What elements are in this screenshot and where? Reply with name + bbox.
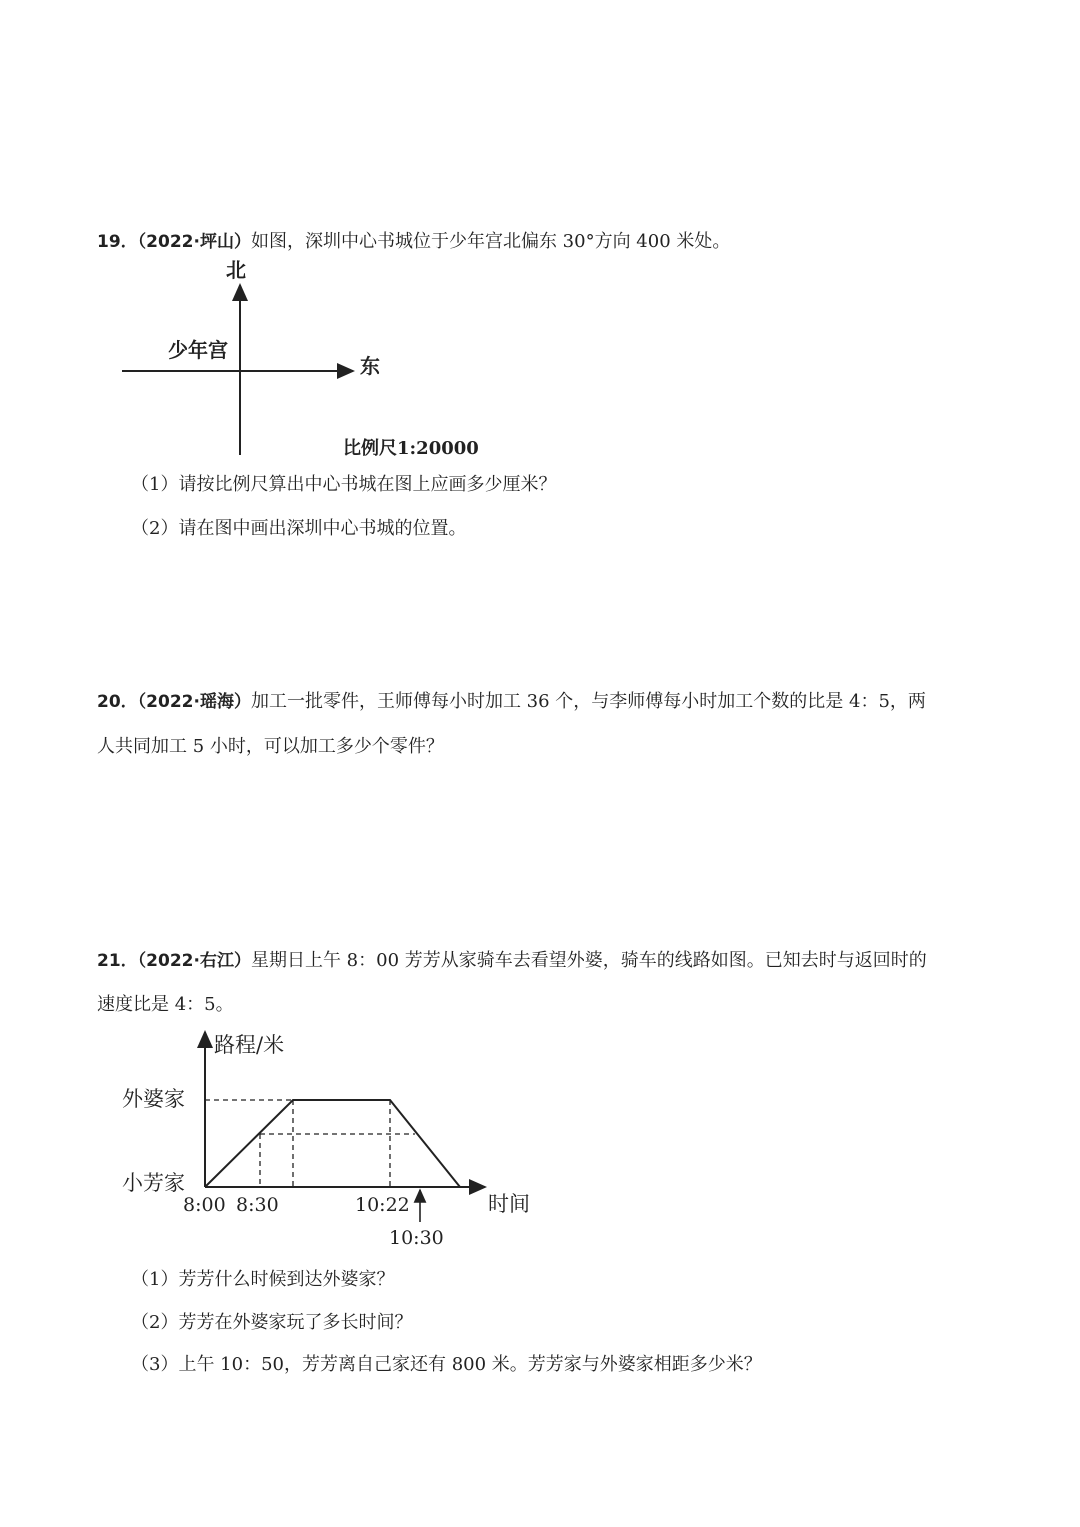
- x-tick-830: 8:30: [236, 1194, 279, 1216]
- q20-number: 20．: [97, 692, 138, 712]
- q21-sub3: （3）上午 10：50，芳芳离自己家还有 800 米。芳芳家与外婆家相距多少米？: [131, 1354, 762, 1375]
- q19-number: 19．: [97, 232, 138, 252]
- scale-label: 比例尺1:20000: [343, 438, 479, 459]
- q21-line1-text: 星期日上午 8：00 芳芳从家骑车去看望外婆，骑车的线路如图。已知去时与返回时的: [250, 950, 927, 971]
- q19-sub1: （1）请按比例尺算出中心书城在图上应画多少厘米？: [131, 474, 557, 495]
- q20-line1-text: 加工一批零件，王师傅每小时加工 36 个，与李师傅每小时加工个数的比是 4：5，两: [250, 691, 926, 712]
- x-tick-800: 8:00: [183, 1194, 226, 1216]
- x-tick-1030: 10:30: [389, 1227, 444, 1249]
- q20-line2: 人共同加工 5 小时，可以加工多少个零件？: [97, 736, 444, 757]
- q20-line1: [97, 687, 926, 713]
- q21-sub1: （1）芳芳什么时候到达外婆家？: [131, 1269, 395, 1290]
- q21-line2: 速度比是 4：5。: [97, 994, 234, 1015]
- y-tick-top: 外婆家: [122, 1087, 185, 1111]
- q19-stem-text: 如图，深圳中心书城位于少年宫北偏东 30°方向 400 米处。: [250, 231, 731, 252]
- q21-distance-time-chart: [110, 1022, 550, 1262]
- x-axis-label: 时间: [488, 1192, 530, 1216]
- q21-source: （2022·右江）: [137, 951, 251, 971]
- q19-sub2: （2）请在图中画出深圳中心书城的位置。: [131, 518, 467, 539]
- origin-label: 少年宫: [168, 338, 228, 362]
- y-axis-label: 路程/米: [214, 1033, 285, 1057]
- y-tick-bottom: 小芳家: [122, 1171, 185, 1195]
- q21-sub2: （2）芳芳在外婆家玩了多长时间？: [131, 1312, 413, 1333]
- north-label: 北: [226, 258, 246, 282]
- q21-number: 21．: [97, 951, 138, 971]
- q19-source: （2022·坪山）: [137, 232, 251, 252]
- q19-stem: [97, 227, 730, 253]
- q21-line1: [97, 946, 927, 972]
- x-tick-1022: 10:22: [355, 1194, 410, 1216]
- east-label: 东: [360, 354, 380, 378]
- route-line: [205, 1100, 460, 1187]
- q19-direction-figure: [110, 255, 490, 465]
- q20-source: （2022·瑶海）: [137, 692, 251, 712]
